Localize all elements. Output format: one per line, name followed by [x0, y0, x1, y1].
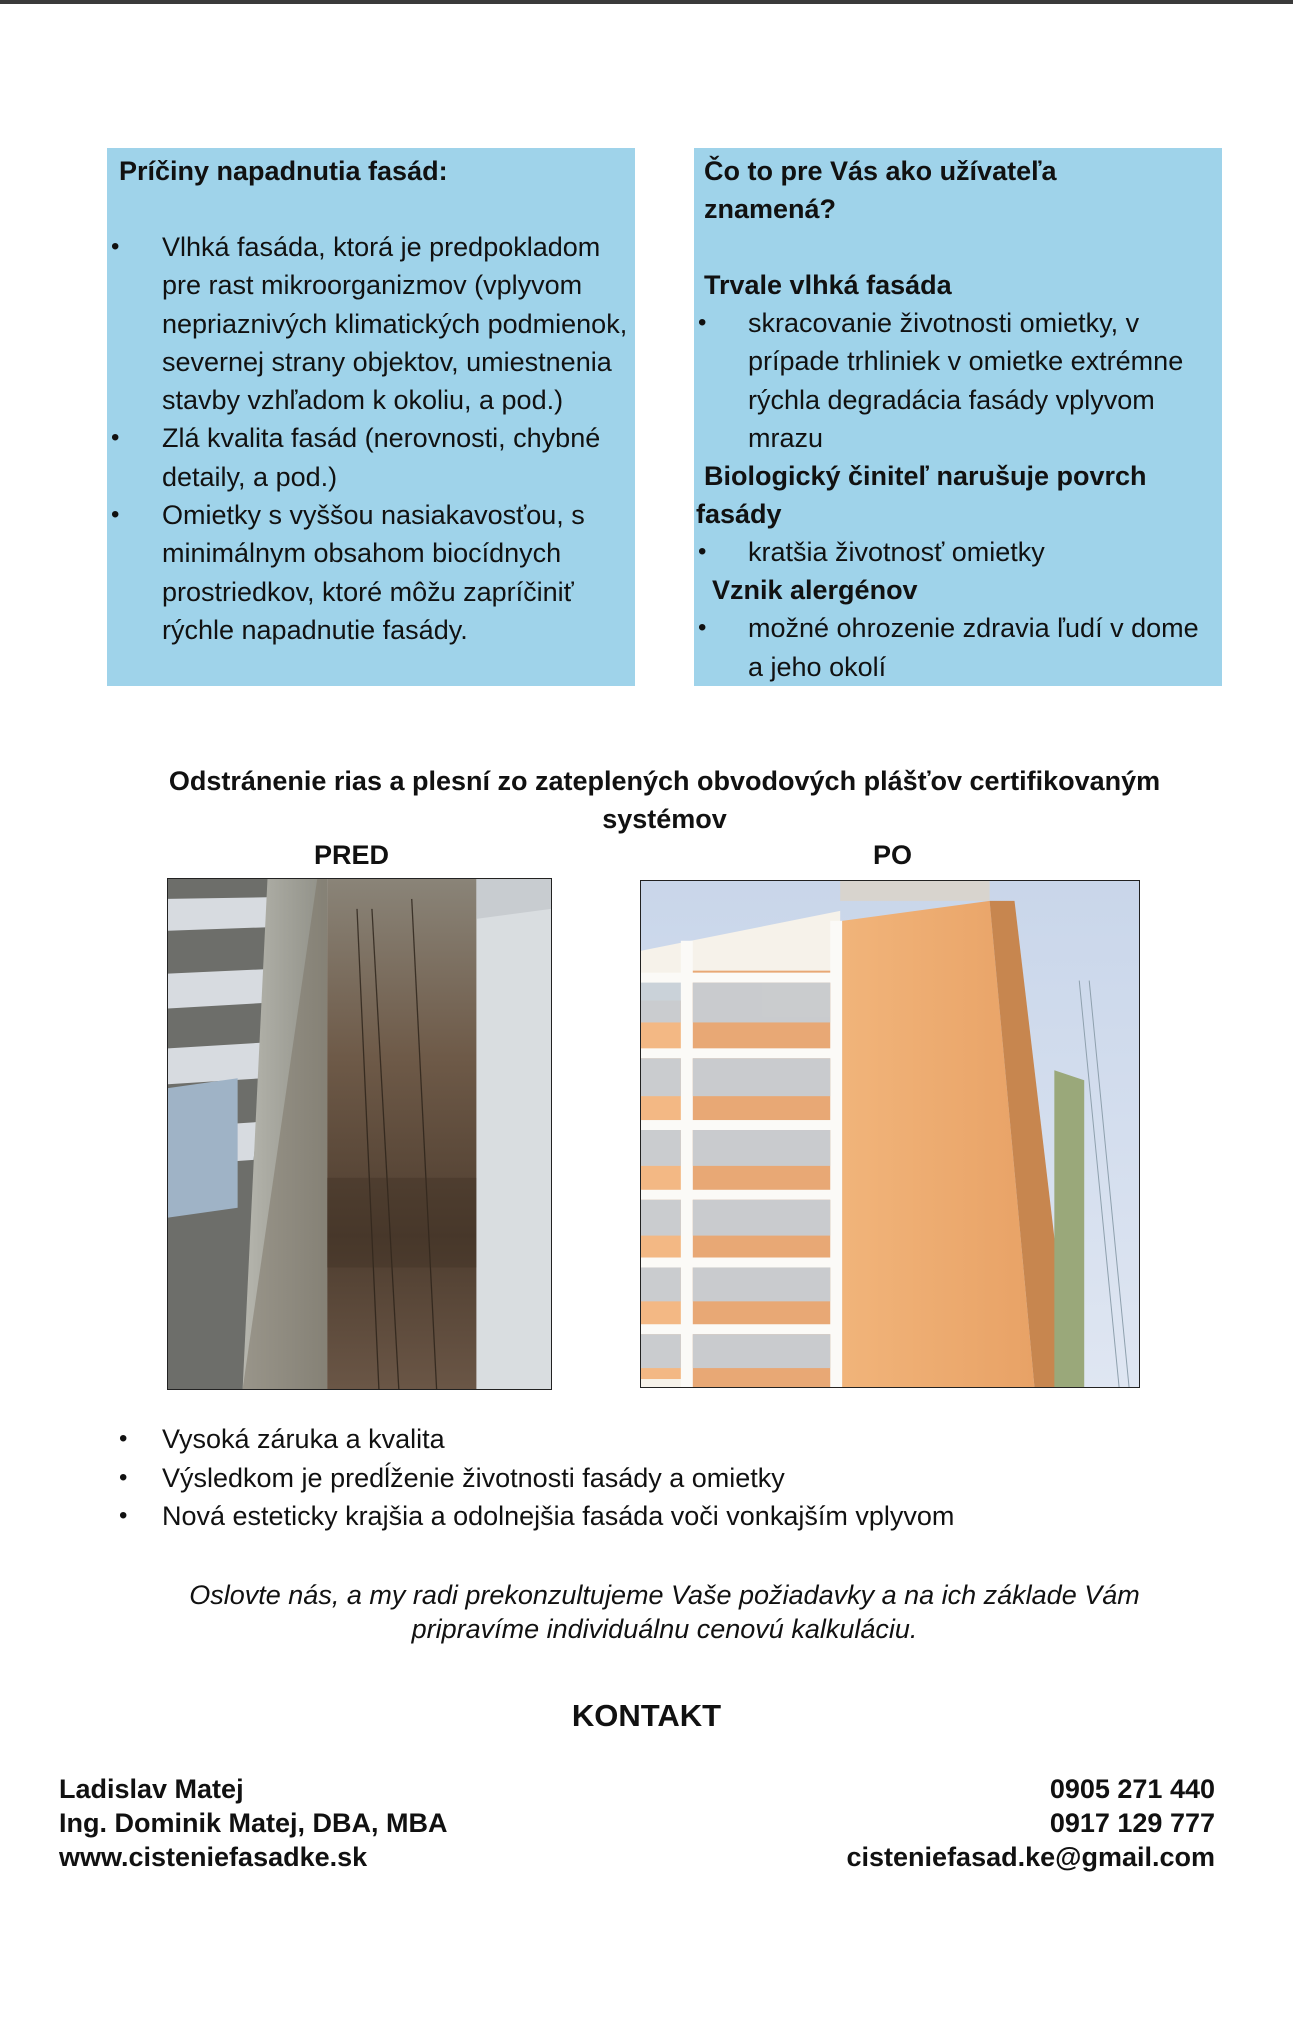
list-item: • možné ohrozenie zdravia ľudí v dome a jeho okolí: [694, 609, 1222, 686]
section-list: [694, 533, 1222, 571]
contact-details: [847, 1772, 1215, 1874]
contact-name: Ladislav Matej: [59, 1774, 244, 1804]
contact-title: KONTAKT: [571, 1698, 722, 1733]
phone-number[interactable]: 0917 129 777: [1049, 1808, 1215, 1838]
causes-list: [107, 228, 635, 649]
benefits-list: [115, 1420, 1215, 1536]
list-item: • Omietky s vyššou nasiakavosťou, s minimálnym obsahom biocídnych prostriedkov, ktoré môžu zapríčiniť rýchle napadnutie fasády.: [107, 496, 635, 649]
after-label: PO: [873, 840, 913, 870]
meaning-box: [694, 148, 1222, 686]
section-list: [694, 609, 1222, 686]
causes-title: Príčiny napadnutia fasád:: [119, 156, 448, 186]
invitation-text: Oslovte nás, a my radi prekonzultujeme Vaše požiadavky a na ich základe Vám pripravíme individuálnu cenovú kalkuláciu.: [189, 1580, 1140, 1644]
list-item: • Vysoká záruka a kvalita: [115, 1420, 1215, 1459]
meaning-title: Čo to pre Vás ako užívateľa znamená?: [704, 156, 1057, 224]
before-label: PRED: [314, 840, 390, 870]
top-rule: [0, 0, 1293, 4]
list-item: • Vlhká fasáda, ktorá je predpokladom pre rast mikroorganizmov (vplyvom nepriaznivých klimatických podmienok, severnej strany objektov, umiestnenia stavby vzhľadom k okoliu, a pod.): [107, 228, 635, 419]
phone-number[interactable]: 0905 271 440: [1049, 1774, 1215, 1804]
contact-name: Ing. Dominik Matej, DBA, MBA: [59, 1808, 448, 1838]
section-list: [694, 304, 1222, 457]
section-heading: Vznik alergénov: [712, 575, 918, 606]
section-heading: Biologický činiteľ narušuje povrch fasády: [696, 461, 1147, 530]
causes-box: [107, 148, 635, 686]
section-title: Odstránenie rias a plesní zo zateplených obvodových plášťov certifikovaným systémov: [168, 766, 1161, 834]
contact-names: [59, 1772, 448, 1874]
list-item: • kratšia životnosť omietky: [694, 533, 1222, 571]
list-item: • Výsledkom je predĺženie životnosti fasády a omietky: [115, 1459, 1215, 1498]
before-photo: [167, 878, 552, 1390]
list-item: • Nová esteticky krajšia a odolnejšia fasáda voči vonkajším vplyvom: [115, 1497, 1215, 1536]
website-link[interactable]: www.cisteniefasadke.sk: [59, 1842, 368, 1872]
section-heading: Trvale vlhká fasáda: [704, 270, 952, 300]
email-link[interactable]: cisteniefasad.ke@gmail.com: [846, 1842, 1215, 1872]
list-item: • Zlá kvalita fasád (nerovnosti, chybné detaily, a pod.): [107, 419, 635, 496]
list-item: • skracovanie životnosti omietky, v prípade trhliniek v omietke extrémne rýchla degradácia fasády vplyvom mrazu: [694, 304, 1222, 457]
after-photo: [640, 880, 1140, 1388]
